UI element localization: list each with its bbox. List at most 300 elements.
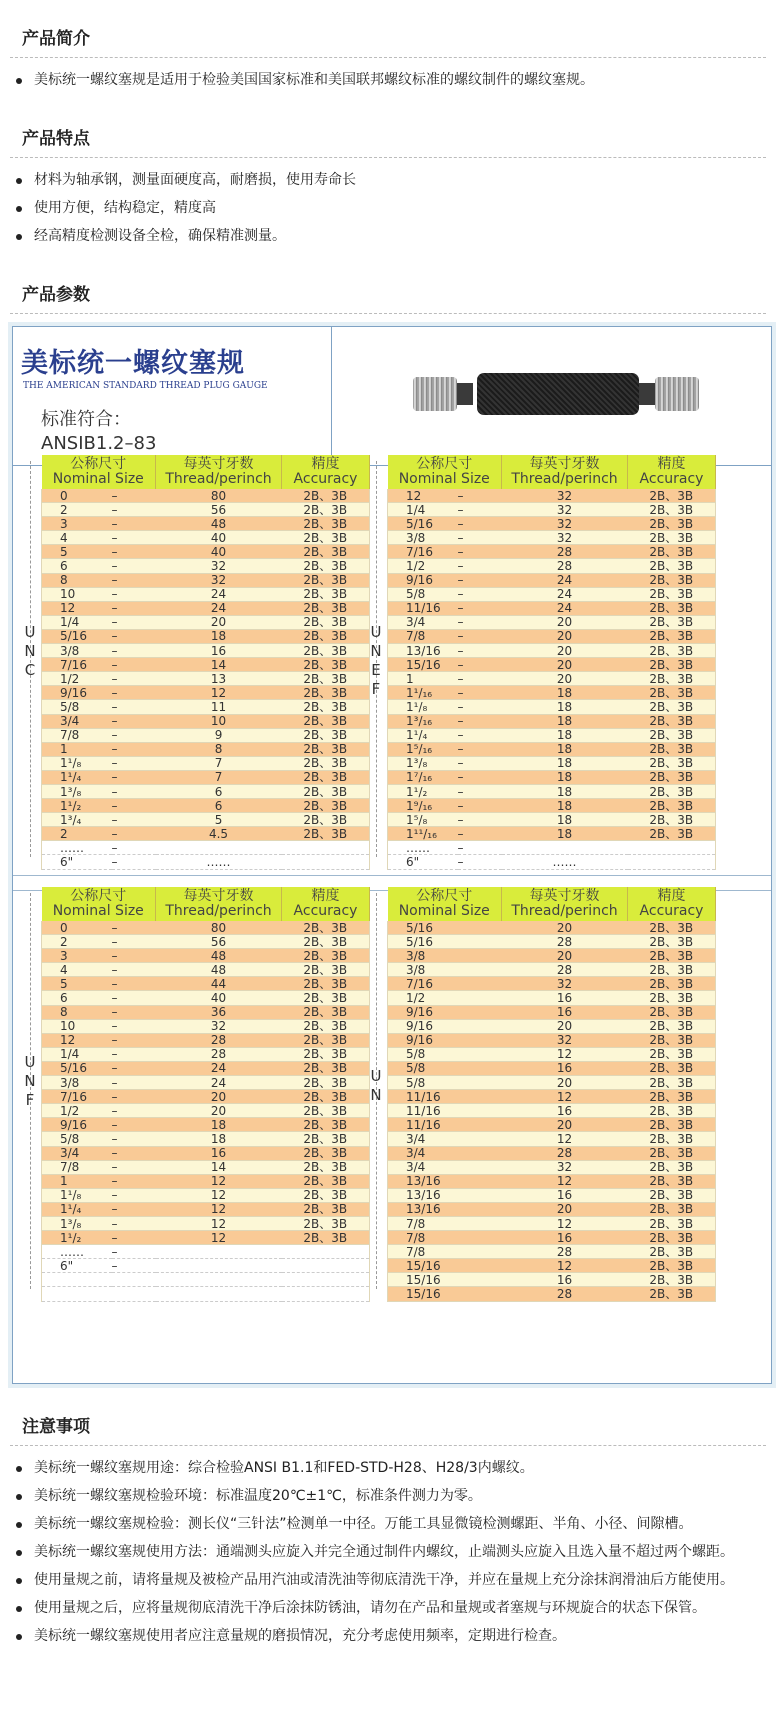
table-row (42, 949, 370, 963)
cell-nominal-size: 1³/₄ (42, 813, 112, 827)
header-nominal-size-en: Nominal Size (398, 903, 490, 919)
table-row (388, 963, 716, 977)
cell-threads-per-inch: 12 (156, 1188, 282, 1202)
cell-nominal-size: 1¹/₈ (42, 1188, 112, 1202)
cell-dash: – (458, 531, 502, 545)
cell-accuracy: 2B、3B (628, 559, 716, 573)
header-nominal-size-en: Nominal Size (52, 471, 144, 487)
table-row (42, 1019, 370, 1033)
cell-accuracy: 2B、3B (282, 545, 370, 559)
cell-threads-per-inch (156, 1259, 282, 1273)
cell-accuracy: 2B、3B (628, 1216, 716, 1230)
cell-accuracy: 2B、3B (628, 714, 716, 728)
cell-threads-per-inch: 16 (502, 1061, 628, 1075)
table-row (388, 1061, 716, 1075)
cell-dash: – (112, 1202, 156, 1216)
cell-nominal-size: 3/8 (42, 1076, 112, 1090)
table-row (42, 1174, 370, 1188)
cell-accuracy: 2B、3B (282, 601, 370, 615)
cell-threads-per-inch: 28 (502, 559, 628, 573)
cell-dash (458, 1132, 502, 1146)
cell-accuracy: 2B、3B (628, 1132, 716, 1146)
cell-accuracy: 2B、3B (628, 1118, 716, 1132)
cell-dash: – (458, 714, 502, 728)
cell-nominal-size: 5/8 (388, 587, 458, 601)
cell-threads-per-inch: 28 (156, 1033, 282, 1047)
notes-section (0, 1388, 776, 1656)
table-row (388, 1146, 716, 1160)
cell-threads-per-inch: 12 (156, 686, 282, 700)
cell-dash: – (112, 658, 156, 672)
cell-dash (458, 935, 502, 949)
cell-nominal-size: 1 (388, 672, 458, 686)
cell-threads-per-inch: 13 (156, 672, 282, 686)
header-accuracy (282, 887, 370, 921)
table-row (388, 813, 716, 827)
cell-dash: – (458, 503, 502, 517)
cell-nominal-size: 1¹/₂ (42, 799, 112, 813)
cell-nominal-size (42, 1273, 112, 1287)
header-accuracy-en: Accuracy (293, 471, 358, 487)
features-list (0, 158, 776, 256)
cell-threads-per-inch: 12 (156, 1174, 282, 1188)
cell-dash: – (112, 1061, 156, 1075)
table-row (42, 855, 370, 869)
cell-accuracy: 2B、3B (282, 1019, 370, 1033)
cell-accuracy: 2B、3B (628, 1047, 716, 1061)
cell-accuracy: 2B、3B (628, 977, 716, 991)
cell-accuracy: 2B、3B (282, 1104, 370, 1118)
cell-dash: – (112, 1047, 156, 1061)
table-row (388, 517, 716, 531)
cell-accuracy: 2B、3B (282, 1061, 370, 1075)
header-thread-per-inch-cn: 每英寸牙数 (529, 888, 600, 904)
cell-accuracy (282, 1259, 370, 1273)
cell-threads-per-inch: 16 (502, 1231, 628, 1245)
cell-nominal-size: 1/4 (388, 503, 458, 517)
table-row (42, 587, 370, 601)
cell-dash (458, 1104, 502, 1118)
cell-dash: – (112, 799, 156, 813)
cell-nominal-size: 15/16 (388, 1287, 458, 1301)
cell-nominal-size: 6" (42, 1259, 112, 1273)
cell-nominal-size: 1/2 (388, 991, 458, 1005)
cell-dash: – (112, 1216, 156, 1230)
cell-threads-per-inch: 32 (502, 1160, 628, 1174)
table-row (42, 629, 370, 643)
cell-nominal-size: 2 (42, 935, 112, 949)
header-accuracy (628, 455, 716, 489)
cell-threads-per-inch: 80 (156, 489, 282, 503)
cell-threads-per-inch: 12 (502, 1047, 628, 1061)
cell-accuracy: 2B、3B (628, 1287, 716, 1301)
notes-title: 注意事项 (10, 1388, 766, 1446)
cell-nominal-size: 5/8 (388, 1076, 458, 1090)
cell-dash: – (112, 686, 156, 700)
cell-dash (458, 1231, 502, 1245)
cell-nominal-size: 5 (42, 977, 112, 991)
features-section (0, 100, 776, 256)
cell-threads-per-inch: 5 (156, 813, 282, 827)
cell-dash: – (112, 545, 156, 559)
cell-nominal-size: 3/4 (388, 615, 458, 629)
cell-threads-per-inch: 18 (502, 799, 628, 813)
cell-accuracy: 2B、3B (628, 756, 716, 770)
series-letter: N (24, 642, 36, 660)
table-row (388, 1202, 716, 1216)
cell-dash: – (112, 644, 156, 658)
thread-table-unef (387, 455, 716, 870)
table-row (388, 770, 716, 784)
cell-threads-per-inch (156, 1287, 282, 1301)
cell-dash: – (458, 629, 502, 643)
cell-threads-per-inch: 12 (502, 1259, 628, 1273)
table-row (42, 977, 370, 991)
cell-threads-per-inch: 80 (156, 921, 282, 935)
table-row (42, 1090, 370, 1104)
cell-dash: – (112, 587, 156, 601)
cell-accuracy: 2B、3B (628, 545, 716, 559)
cell-nominal-size: 1⁹/₁₆ (388, 799, 458, 813)
cell-accuracy: 2B、3B (628, 658, 716, 672)
table-row (388, 977, 716, 991)
cell-threads-per-inch (156, 1245, 282, 1259)
table-row (388, 1188, 716, 1202)
cell-nominal-size: 4 (42, 531, 112, 545)
cell-threads-per-inch: 18 (502, 827, 628, 841)
cell-accuracy: 2B、3B (282, 1090, 370, 1104)
series-letter: N (370, 1086, 382, 1104)
table-row (42, 1202, 370, 1216)
thread-table-un (387, 887, 716, 1302)
cell-accuracy: 2B、3B (282, 700, 370, 714)
series-letter: F (25, 1091, 35, 1109)
table-row (42, 841, 370, 855)
standard-label: 标准符合： (41, 409, 131, 430)
gauge-knurled-handle (477, 373, 639, 415)
table-row (388, 1132, 716, 1146)
header-thread-per-inch-cn: 每英寸牙数 (183, 456, 254, 472)
cell-threads-per-inch: 20 (502, 644, 628, 658)
cell-threads-per-inch: 24 (502, 601, 628, 615)
cell-nominal-size: 7/8 (388, 1245, 458, 1259)
table-row (42, 1076, 370, 1090)
cell-accuracy: 2B、3B (282, 756, 370, 770)
header-nominal-size-cn: 公称尺寸 (70, 888, 127, 904)
cell-accuracy: 2B、3B (282, 1231, 370, 1245)
cell-accuracy: 2B、3B (628, 531, 716, 545)
params-title: 产品参数 (10, 256, 766, 314)
series-label-un (369, 1067, 383, 1105)
header-accuracy-cn: 精度 (657, 456, 686, 472)
brand-title-en: THE AMERICAN STANDARD THREAD PLUG GAUGE (23, 381, 268, 391)
cell-accuracy: 2B、3B (282, 573, 370, 587)
cell-dash: – (458, 813, 502, 827)
cell-accuracy: 2B、3B (282, 784, 370, 798)
cell-nominal-size: 7/16 (42, 1090, 112, 1104)
cell-accuracy: 2B、3B (282, 813, 370, 827)
cell-threads-per-inch: 20 (502, 629, 628, 643)
header-accuracy (628, 887, 716, 921)
cell-nominal-size: 5/8 (388, 1061, 458, 1075)
table-row (388, 503, 716, 517)
cell-nominal-size: 5/8 (388, 1047, 458, 1061)
cell-dash (458, 1273, 502, 1287)
cell-nominal-size: 7/8 (388, 1216, 458, 1230)
cell-nominal-size: 12 (42, 601, 112, 615)
thread-plug-gauge-image (413, 369, 703, 419)
cell-dash (458, 921, 502, 935)
series-letter: U (24, 623, 36, 641)
cell-dash: – (458, 601, 502, 615)
cell-nominal-size: 9/16 (388, 1005, 458, 1019)
cell-threads-per-inch: …… (156, 855, 282, 869)
cell-nominal-size: …… (42, 1245, 112, 1259)
cell-nominal-size: …… (388, 841, 458, 855)
cell-nominal-size: 1¹/₄ (42, 770, 112, 784)
cell-threads-per-inch: 48 (156, 517, 282, 531)
cell-nominal-size: 11/16 (388, 1104, 458, 1118)
cell-dash: – (112, 1146, 156, 1160)
cell-nominal-size: 1⁵/₈ (388, 813, 458, 827)
cell-nominal-size: 7/16 (388, 977, 458, 991)
cell-threads-per-inch: 20 (156, 1090, 282, 1104)
cell-accuracy: 2B、3B (282, 714, 370, 728)
table-row (388, 1174, 716, 1188)
cell-accuracy: 2B、3B (628, 1076, 716, 1090)
cell-accuracy: 2B、3B (282, 644, 370, 658)
cell-accuracy: 2B、3B (628, 672, 716, 686)
cell-threads-per-inch: 18 (502, 728, 628, 742)
cell-nominal-size: 3/4 (388, 1160, 458, 1174)
go-thread-end (413, 377, 457, 411)
table-row (388, 587, 716, 601)
cell-dash: – (112, 1005, 156, 1019)
cell-threads-per-inch: 32 (502, 489, 628, 503)
cell-nominal-size: 5/8 (42, 700, 112, 714)
cell-dash (458, 1090, 502, 1104)
cell-nominal-size: 3 (42, 517, 112, 531)
cell-accuracy: 2B、3B (282, 935, 370, 949)
table-row (388, 841, 716, 855)
cell-accuracy: 2B、3B (628, 827, 716, 841)
cell-nominal-size: 1 (42, 1174, 112, 1188)
cell-dash: – (458, 841, 502, 855)
table-row (42, 1061, 370, 1075)
cell-accuracy: 2B、3B (628, 921, 716, 935)
table-row (388, 728, 716, 742)
cell-accuracy: 2B、3B (628, 963, 716, 977)
cell-accuracy: 2B、3B (628, 1061, 716, 1075)
cell-dash: – (112, 503, 156, 517)
table-row (388, 559, 716, 573)
table-row (42, 1104, 370, 1118)
cell-nominal-size: 5/8 (42, 1132, 112, 1146)
series-label-unc (23, 623, 37, 680)
table-row (42, 686, 370, 700)
cell-nominal-size: 1¹/₂ (42, 1231, 112, 1245)
table-row (388, 1231, 716, 1245)
cell-nominal-size: 3/4 (42, 1146, 112, 1160)
cell-dash: – (112, 1104, 156, 1118)
cell-dash (458, 1160, 502, 1174)
cell-accuracy: 2B、3B (628, 949, 716, 963)
cell-accuracy: 2B、3B (282, 1216, 370, 1230)
feature-item: 材料为轴承钢，测量面硬度高，耐磨损，使用寿命长 (0, 166, 776, 194)
table-row (388, 545, 716, 559)
cell-accuracy: 2B、3B (282, 1005, 370, 1019)
cell-dash: – (458, 799, 502, 813)
table-row (42, 963, 370, 977)
features-title: 产品特点 (10, 100, 766, 158)
header-accuracy-en: Accuracy (639, 471, 704, 487)
cell-dash: – (112, 935, 156, 949)
header-thread-per-inch (502, 887, 628, 921)
cell-threads-per-inch: 20 (502, 1118, 628, 1132)
cell-dash: – (458, 545, 502, 559)
cell-nominal-size: …… (42, 841, 112, 855)
cell-accuracy (282, 1273, 370, 1287)
header-thread-per-inch-en: Thread/perinch (511, 471, 618, 487)
cell-accuracy: 2B、3B (282, 559, 370, 573)
cell-nominal-size: 15/16 (388, 1273, 458, 1287)
table-row (388, 827, 716, 841)
table-row (388, 489, 716, 503)
cell-threads-per-inch: 12 (502, 1174, 628, 1188)
cell-threads-per-inch: 48 (156, 949, 282, 963)
cell-nominal-size: 6 (42, 991, 112, 1005)
cell-threads-per-inch: 12 (502, 1132, 628, 1146)
cell-accuracy: 2B、3B (628, 573, 716, 587)
cell-dash (458, 1118, 502, 1132)
cell-nominal-size: 7/16 (42, 658, 112, 672)
cell-threads-per-inch: 20 (502, 1202, 628, 1216)
cell-dash: – (112, 827, 156, 841)
cell-nominal-size: 13/16 (388, 1202, 458, 1216)
cell-dash: – (458, 559, 502, 573)
cell-dash: – (112, 756, 156, 770)
cell-threads-per-inch: 12 (502, 1090, 628, 1104)
cell-threads-per-inch: 12 (502, 1216, 628, 1230)
table-row (42, 756, 370, 770)
cell-dash: – (458, 827, 502, 841)
table-row (388, 1076, 716, 1090)
cell-dash: – (112, 1188, 156, 1202)
cell-dash: – (458, 615, 502, 629)
cell-dash: – (112, 841, 156, 855)
table-row (42, 1118, 370, 1132)
cell-dash: – (458, 587, 502, 601)
cell-threads-per-inch: 36 (156, 1005, 282, 1019)
cell-threads-per-inch: 7 (156, 756, 282, 770)
cell-accuracy: 2B、3B (282, 531, 370, 545)
table-row (42, 827, 370, 841)
table-row (388, 991, 716, 1005)
header-accuracy (282, 455, 370, 489)
cell-threads-per-inch: 32 (502, 1033, 628, 1047)
cell-threads-per-inch: 6 (156, 799, 282, 813)
header-thread-per-inch-cn: 每英寸牙数 (183, 888, 254, 904)
cell-nominal-size: 1/4 (42, 1047, 112, 1061)
cell-threads-per-inch: 28 (502, 1245, 628, 1259)
cell-accuracy: 2B、3B (628, 1174, 716, 1188)
brand-title-cn: 美标统一螺纹塞规 (21, 348, 245, 379)
cell-nominal-size: 1³/₈ (42, 784, 112, 798)
cell-nominal-size: 0 (42, 489, 112, 503)
spec-sheet-frame (12, 326, 772, 1384)
cell-accuracy: 2B、3B (628, 1188, 716, 1202)
cell-dash: – (458, 770, 502, 784)
cell-threads-per-inch: 32 (156, 559, 282, 573)
table-row (388, 1033, 716, 1047)
cell-accuracy: 2B、3B (282, 1202, 370, 1216)
cell-dash: – (458, 686, 502, 700)
cell-threads-per-inch: 24 (156, 1076, 282, 1090)
cell-dash: – (112, 770, 156, 784)
cell-accuracy: 2B、3B (628, 629, 716, 643)
cell-threads-per-inch: 20 (502, 658, 628, 672)
table-row (42, 517, 370, 531)
table-row (42, 601, 370, 615)
cell-nominal-size: 3/8 (42, 644, 112, 658)
cell-dash (458, 1216, 502, 1230)
cell-nominal-size: 1/2 (42, 672, 112, 686)
header-accuracy-cn: 精度 (311, 888, 340, 904)
cell-threads-per-inch: 28 (156, 1047, 282, 1061)
cell-dash: – (112, 813, 156, 827)
cell-accuracy (282, 855, 370, 869)
cell-nominal-size: 9/16 (388, 573, 458, 587)
cell-nominal-size: 1 (42, 742, 112, 756)
cell-dash (458, 1188, 502, 1202)
cell-threads-per-inch: 28 (502, 1287, 628, 1301)
cell-accuracy: 2B、3B (628, 700, 716, 714)
header-nominal-size-en: Nominal Size (398, 471, 490, 487)
cell-dash (458, 949, 502, 963)
cell-nominal-size: 9/16 (388, 1019, 458, 1033)
params-section (0, 256, 776, 314)
cell-accuracy: 2B、3B (282, 742, 370, 756)
table-row (42, 799, 370, 813)
cell-accuracy: 2B、3B (282, 489, 370, 503)
cell-accuracy: 2B、3B (628, 813, 716, 827)
cell-accuracy: 2B、3B (282, 672, 370, 686)
table-row (388, 784, 716, 798)
table-row (42, 1273, 370, 1287)
cell-threads-per-inch (156, 841, 282, 855)
note-item: 使用量规之后，应将量规彻底清洗干净后涂抹防锈油，请勿在产品和量规或者塞规与环规旋合的状态下保管。 (0, 1594, 776, 1622)
cell-nominal-size: 5/16 (388, 935, 458, 949)
cell-accuracy: 2B、3B (282, 1132, 370, 1146)
cell-nominal-size: 1¹¹/₁₆ (388, 827, 458, 841)
cell-dash: – (112, 1090, 156, 1104)
note-item: 美标统一螺纹塞规检验：测长仪“三针法”检测单一中径。万能工具显微镜检测螺距、半角、小径、间隙槽。 (0, 1510, 776, 1538)
cell-accuracy: 2B、3B (282, 799, 370, 813)
cell-accuracy: 2B、3B (628, 587, 716, 601)
cell-dash: – (458, 784, 502, 798)
cell-threads-per-inch: 20 (502, 1019, 628, 1033)
cell-threads-per-inch: 20 (156, 1104, 282, 1118)
cell-accuracy: 2B、3B (282, 1118, 370, 1132)
cell-threads-per-inch: 28 (502, 935, 628, 949)
table-row (42, 1160, 370, 1174)
cell-nominal-size: 13/16 (388, 1174, 458, 1188)
table-row (42, 531, 370, 545)
spec-header-left (13, 327, 332, 466)
table-row (42, 1245, 370, 1259)
cell-nominal-size: 3/4 (388, 1146, 458, 1160)
cell-dash: – (112, 921, 156, 935)
